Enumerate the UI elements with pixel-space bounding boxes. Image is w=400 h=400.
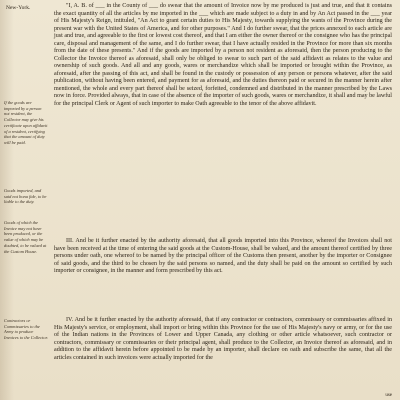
margin-note-3: Goods of which the Invoice may not have been produced, or the value of which may be doubted, to be valued at the Custom House.: [4, 220, 47, 254]
margin-note-1: If the goods are imported by a person not resident, the Collector may give his certificate upon affidavit of a resident, certifying that the amount of duty will be paid.: [4, 100, 48, 145]
margin-note-2: Goods imported, and said not bona fide, to be liable to the duty.: [4, 188, 47, 205]
paragraph-text: IV. And be it further enacted by the authority aforesaid, that if any contractor or contractors, commissary or commissaries affixed in His Majesty's service, or employment, shall import or bring within this Province for the use of His Majesty's navy or army, or for the use of the Indian nations in the Provinces of Lower and Upper Canada, any clothing or other article whatsoever, such contractor or contractors, commissary or commissaries or their principal agent, shall produce to the Collector, an Invoice thereof as aforesaid, and in addition to the affidavit herein before appointed to be made by an importer, shall declare on oath and subscribe the same, that all the articles contained in such invoices were actually imported for the: [54, 317, 392, 361]
page-header: New-York.: [6, 5, 31, 11]
catchword: use: [385, 393, 392, 398]
paragraph-text: III. And be it further enacted by the authority aforesaid, that all goods imported into this Province, whereof the Invoices shall not have been received at the time of entering the said goods at the Custom-House, shall be valued, and the amount thereof certified by three persons under oath, one whereof to be named by the principal officer of the Customs then present, another by the importer or Consignee of said goods, and the third to be chosen by the said persons so named, and the duty shall be paid on the amount so certified by such importer or consignee, in the manner and form prescribed by this act.: [54, 238, 392, 274]
paragraph-section-iv: [54, 317, 392, 362]
paragraph-text: "I, A. B. of ___ in the County of ___ do swear that the amount of Invoice now by me produced is just and true, and that it contains the exact quantity of all the articles by me imported in the ___ which are made subject to a duty in and by An Act passed in the ___ year of His Majesty's Reign, intituled, "An Act to grant certain duties to His Majesty, towards supplying the wants of the Province during the present war with the United States of America, and for other purposes." And I do further swear, that the prices annexed to each article are just and true, and agreeable to the first or lowest cost thereof, and that I am either the owner thereof or the consignee who has the principal care, disposal and management of the same, and I do further swear, that I have actually resided in the Province for more than six months from the date of these presents." And if the goods are imported by a person not resident as aforesaid, then the person producing to the Collector the Invoice thereof as aforesaid, shall only be obliged to swear to such part of the said affidavit as relates to the value and ownership of such goods. And all and any goods, wares or merchandize which shall be imported or brought within the Province, as aforesaid, after the passing of this act, and shall be found in the custody or possession of any person or persons whatever, after the said publication, without having been entered, and payment for as aforesaid, and the duties thereon paid or secured in the manner herein after mentioned, the whole and every part thereof shall be seized, forfeited, condemned and distributed in the manner prescribed by the Laws now in force. Provided always, that in case of the absence of the importer of such goods, wares or merchandize, it shall and may be lawful for the principal Clerk or Agent of such importer to make Oath agreeable to the tenor of the above affidavit.: [54, 3, 392, 107]
margin-note-4: Contractors or Commissaries to the Army to produce Invoices to the Collector.: [4, 318, 48, 341]
paragraph-section-iii: [54, 238, 392, 276]
paragraph-oath: [54, 3, 392, 108]
